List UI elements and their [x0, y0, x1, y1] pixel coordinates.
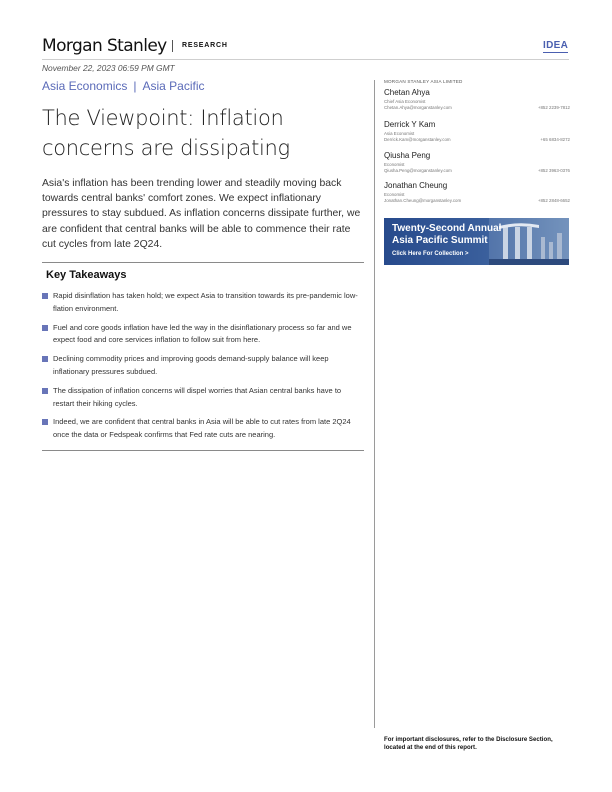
- disclosure-note: For important disclosures, refer to the Disclosure Section, located at the end of this report.: [384, 736, 553, 751]
- publish-date: November 22, 2023 06:59 PM GMT: [42, 63, 175, 73]
- sidebar-org: MORGAN STANLEY ASIA LIMITED: [384, 79, 463, 84]
- category-separator: |: [133, 79, 137, 93]
- summit-promo-banner[interactable]: [384, 218, 569, 265]
- takeaways-top-rule: [42, 262, 364, 263]
- square-bullet-icon: [42, 388, 48, 394]
- analyst-role: Economist: [384, 162, 405, 167]
- key-takeaways-list: [42, 290, 364, 448]
- square-bullet-icon: [42, 356, 48, 362]
- analyst-role: Asia Economist: [384, 131, 415, 136]
- header-divider: [172, 40, 173, 52]
- category-region: Asia Pacific: [142, 79, 205, 93]
- analyst-name: Qiusha Peng: [384, 151, 431, 160]
- sidebar-divider: [374, 80, 375, 728]
- analyst-name: Derrick Y Kam: [384, 120, 436, 129]
- takeaway-text: Fuel and core goods inflation have led the way in the disinflationary process so far and we expect food and core services inflation to follow suit from here.: [53, 322, 352, 345]
- analyst-card: [384, 88, 570, 111]
- square-bullet-icon: [42, 325, 48, 331]
- banner-title-line1: Twenty-Second Annual: [392, 223, 502, 234]
- takeaway-item: [42, 416, 364, 442]
- analyst-phone: +852 2239-7812: [537, 105, 570, 110]
- analyst-phone: +852 3963-0376: [537, 168, 570, 173]
- analyst-role: Economist: [384, 192, 405, 197]
- analyst-role: Chief Asia Economist: [384, 99, 426, 104]
- section-label: RESEARCH: [182, 42, 228, 49]
- analyst-card: [384, 181, 570, 204]
- analyst-phone: +65 6834-8272: [540, 137, 570, 142]
- takeaway-item: [42, 353, 364, 379]
- report-title: The Viewpoint: Inflation concerns are dissipating: [42, 106, 290, 160]
- takeaway-item: [42, 385, 364, 411]
- square-bullet-icon: [42, 293, 48, 299]
- square-bullet-icon: [42, 419, 48, 425]
- header-rule: [42, 59, 569, 60]
- brand-logo: Morgan Stanley: [42, 36, 167, 56]
- banner-title-line2: Asia Pacific Summit: [392, 235, 488, 246]
- analyst-email-link[interactable]: Chetan.Ahya@morganstanley.com: [384, 105, 452, 110]
- analyst-email-link[interactable]: Jonathan.Cheung@morganstanley.com: [384, 198, 462, 203]
- category-economics: Asia Economics: [42, 79, 128, 93]
- analyst-name: Jonathan Cheung: [384, 181, 448, 190]
- analyst-phone: +852 2848-6652: [537, 198, 570, 203]
- takeaway-item: [42, 290, 364, 316]
- takeaway-text: Declining commodity prices and improving goods demand-supply balance will keep inflationary pressures subdued.: [53, 354, 329, 376]
- takeaway-text: Indeed, we are confident that central banks in Asia will be able to cut rates from late 2Q24 once the data or Fedspeak confirms that Fed rate cuts are nearing.: [53, 417, 351, 440]
- takeaways-bottom-rule: [42, 450, 364, 451]
- analyst-email-link[interactable]: Derrick.Kam@morganstanley.com: [384, 137, 451, 142]
- report-summary: Asia's inflation has been trending lower and steadily moving back towards central banks' comfort zones. We expect inflationary pressures to stay subdued. As inflation concerns dissipate further, we are confident that central banks will be able to commence their rate cut cycles from late 2Q24.: [42, 178, 361, 250]
- takeaway-item: [42, 322, 364, 348]
- key-takeaways-heading: Key Takeaways: [46, 269, 127, 281]
- analyst-email-link[interactable]: Qiusha.Peng@morganstanley.com: [384, 168, 452, 173]
- analyst-name: Chetan Ahya: [384, 88, 430, 97]
- analyst-card: [384, 120, 570, 143]
- takeaway-text: The dissipation of inflation concerns will dispel worries that Asian central banks have to restart their hiking cycles.: [53, 385, 342, 408]
- banner-collection-link[interactable]: Click Here For Collection >: [392, 251, 469, 257]
- takeaway-text: Rapid disinflation has taken hold; we expect Asia to transition towards its pre-pandemic low-flation environment.: [53, 291, 358, 313]
- analyst-card: [384, 151, 570, 174]
- report-category: [42, 79, 205, 93]
- report-type-badge: IDEA: [543, 40, 569, 51]
